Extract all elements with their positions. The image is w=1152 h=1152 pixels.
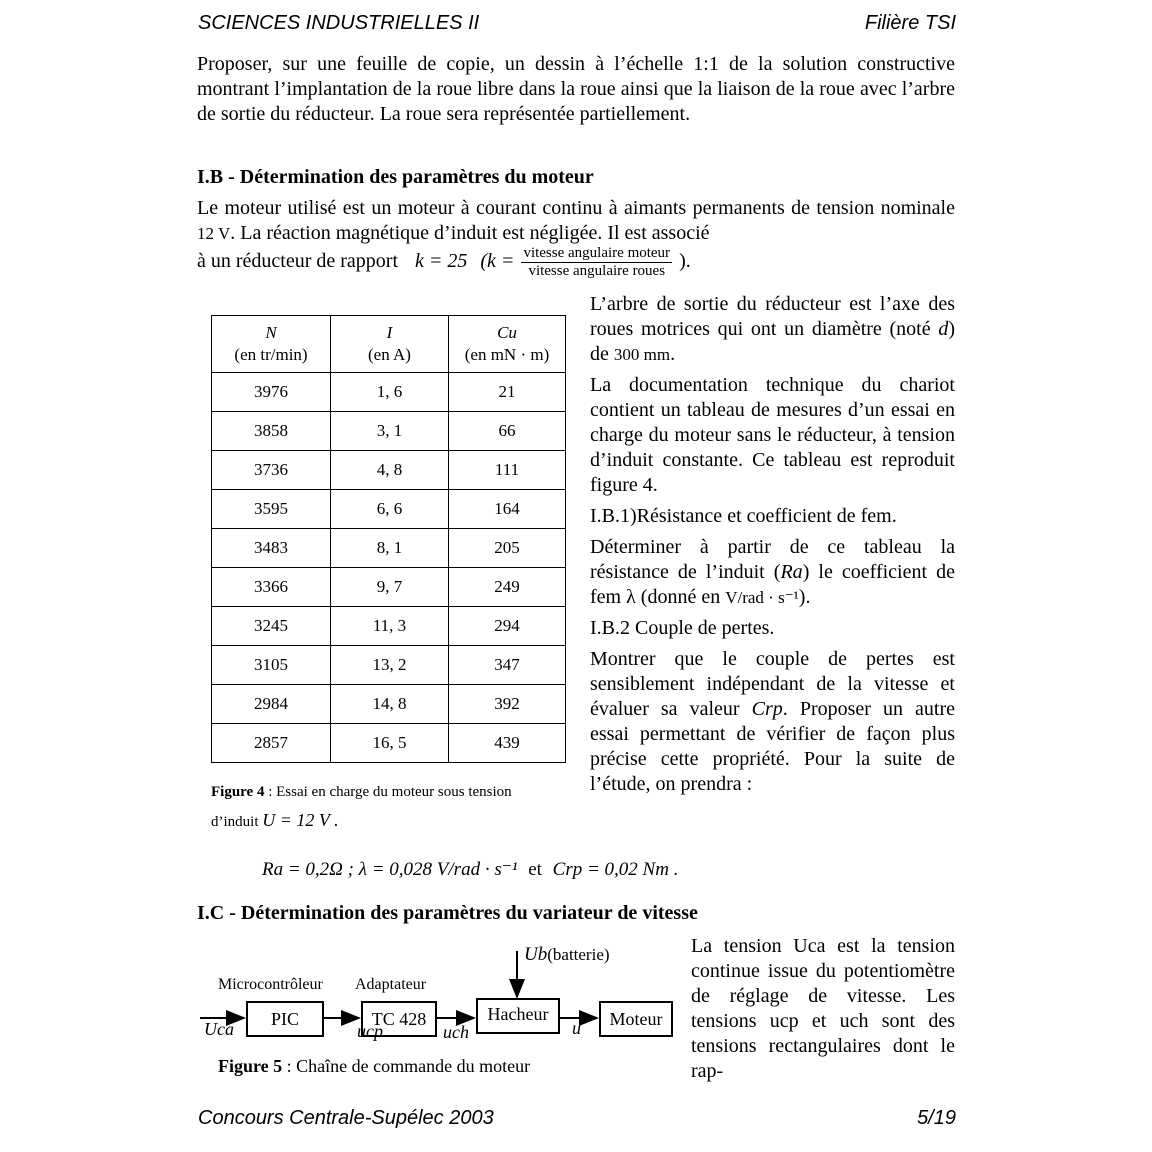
table-cell: 294 bbox=[449, 607, 566, 646]
table-row bbox=[212, 724, 566, 763]
table-cell: 14, 8 bbox=[331, 685, 449, 724]
command-chain-diagram bbox=[196, 945, 686, 1055]
header-i: I (en A) bbox=[331, 316, 449, 373]
moteur-box: Moteur bbox=[599, 1001, 673, 1037]
table-row bbox=[212, 529, 566, 568]
header-left: SCIENCES INDUSTRIELLES II bbox=[198, 12, 480, 34]
header-right: Filière TSI bbox=[864, 12, 956, 34]
table-cell: 21 bbox=[449, 373, 566, 412]
table-cell: 3858 bbox=[212, 412, 331, 451]
table-row bbox=[212, 490, 566, 529]
signal-ucp: ucp bbox=[357, 1021, 383, 1041]
k-equation: k = 25 bbox=[415, 250, 468, 273]
figure4-caption: Figure 4 : Essai en charge du moteur sous tension d’induit U = 12 V . bbox=[211, 784, 512, 830]
table-cell: 205 bbox=[449, 529, 566, 568]
table-cell: 9, 7 bbox=[331, 568, 449, 607]
table-cell: 16, 5 bbox=[331, 724, 449, 763]
intro-paragraph: Proposer, sur une feuille de copie, un dessin à l’échelle 1:1 de la solution constructive montrant l’implantation de la roue libre dans la roue ainsi que la liaison de la roue avec l’arbre de sortie du réducteur. La roue sera représentée partiellement. bbox=[197, 53, 955, 125]
table-row bbox=[212, 412, 566, 451]
label-microcontroleur: Microcontrôleur bbox=[218, 976, 323, 993]
table-cell: 3366 bbox=[212, 568, 331, 607]
motor-test-table bbox=[211, 315, 566, 763]
table-cell: 3483 bbox=[212, 529, 331, 568]
table-row bbox=[212, 646, 566, 685]
table-cell: 392 bbox=[449, 685, 566, 724]
table-row bbox=[212, 568, 566, 607]
reduction-ratio-line: à un réducteur de rapport k = 25 (k = vitesse angulaire moteur vitesse angulaire roues ). bbox=[197, 245, 691, 279]
table-cell: 4, 8 bbox=[331, 451, 449, 490]
hacheur-box: Hacheur bbox=[476, 998, 560, 1034]
result-equation: Ra = 0,2Ω ; λ = 0,028 V/rad · s⁻¹ et Crp = 0,02 Nm . bbox=[262, 859, 679, 880]
table-row bbox=[212, 373, 566, 412]
signal-uch: uch bbox=[443, 1022, 469, 1042]
table-cell: 66 bbox=[449, 412, 566, 451]
tc428-box: TC 428 bbox=[361, 1001, 437, 1037]
footer-right: 5/19 bbox=[917, 1107, 956, 1129]
resistance-paragraph: Déterminer à partir de ce tableau la résistance de l’induit (Ra) le coefficient de fem λ (donné en V/rad · s⁻¹). bbox=[590, 536, 955, 608]
subsection-ib1-title: I.B.1)Résistance et coefficient de fem. bbox=[590, 505, 897, 527]
section-ic-paragraph: La tension Uca est la tension continue issue du potentiomètre de réglage de vitesse. Les tensions ucp et uch sont des tensions rectangulaires dont le rap- bbox=[691, 935, 955, 1082]
table-row bbox=[212, 451, 566, 490]
section-ib-title: I.B - Détermination des paramètres du moteur bbox=[197, 166, 594, 188]
table-cell: 439 bbox=[449, 724, 566, 763]
section-ib-paragraph: Le moteur utilisé est un moteur à courant continu à aimants permanents de tension nominale 12 V. La réaction magnétique d’induit est négligée. Il est associé bbox=[197, 197, 955, 244]
table-cell: 11, 3 bbox=[331, 607, 449, 646]
header-cu: Cu (en mN · m) bbox=[449, 316, 566, 373]
table-cell: 164 bbox=[449, 490, 566, 529]
table-cell: 3736 bbox=[212, 451, 331, 490]
table-cell: 2857 bbox=[212, 724, 331, 763]
table-cell: 1, 6 bbox=[331, 373, 449, 412]
section-ic-title: I.C - Détermination des paramètres du variateur de vitesse bbox=[197, 902, 698, 924]
table-cell: 249 bbox=[449, 568, 566, 607]
header-n: N (en tr/min) bbox=[212, 316, 331, 373]
axle-paragraph: L’arbre de sortie du réducteur est l’axe des roues motrices qui ont un diamètre (noté d) de 300 mm. bbox=[590, 293, 956, 365]
table-cell: 3976 bbox=[212, 373, 331, 412]
subsection-ib2-title: I.B.2 Couple de pertes. bbox=[590, 617, 775, 639]
signal-uca: Uca bbox=[204, 1019, 234, 1039]
footer-left: Concours Centrale-Supélec 2003 bbox=[198, 1107, 494, 1129]
signal-u: u bbox=[572, 1018, 581, 1038]
table-cell: 3595 bbox=[212, 490, 331, 529]
table-cell: 3, 1 bbox=[331, 412, 449, 451]
table-cell: 2984 bbox=[212, 685, 331, 724]
table-cell: 6, 6 bbox=[331, 490, 449, 529]
table-cell: 347 bbox=[449, 646, 566, 685]
doc-paragraph: La documentation technique du chariot contient un tableau de mesures d’un essai en charge du moteur sans le réducteur, à tension d’induit constante. Ce tableau est reproduit figure 4. bbox=[590, 374, 955, 496]
label-adaptateur: Adaptateur bbox=[355, 976, 427, 993]
table-row bbox=[212, 607, 566, 646]
right-column bbox=[590, 292, 955, 797]
table-cell: 3105 bbox=[212, 646, 331, 685]
pic-box: PIC bbox=[246, 1001, 324, 1037]
losses-paragraph: Montrer que le couple de pertes est sensiblement indépendant de la vitesse et évaluer sa valeur Crp. Proposer un autre essai permettant de vérifier de façon plus précise cette propriété. Pour la suite de l’étude, on prendra : bbox=[590, 648, 956, 795]
table-cell: 8, 1 bbox=[331, 529, 449, 568]
table-row bbox=[212, 685, 566, 724]
table-cell: 111 bbox=[449, 451, 566, 490]
table-cell: 13, 2 bbox=[331, 646, 449, 685]
figure5-caption: Figure 5 : Chaîne de commande du moteur bbox=[218, 1056, 531, 1076]
ratio-fraction: vitesse angulaire moteur vitesse angulaire roues bbox=[523, 245, 671, 279]
table-cell: 3245 bbox=[212, 607, 331, 646]
signal-ub: Ub(batterie) bbox=[524, 944, 610, 965]
